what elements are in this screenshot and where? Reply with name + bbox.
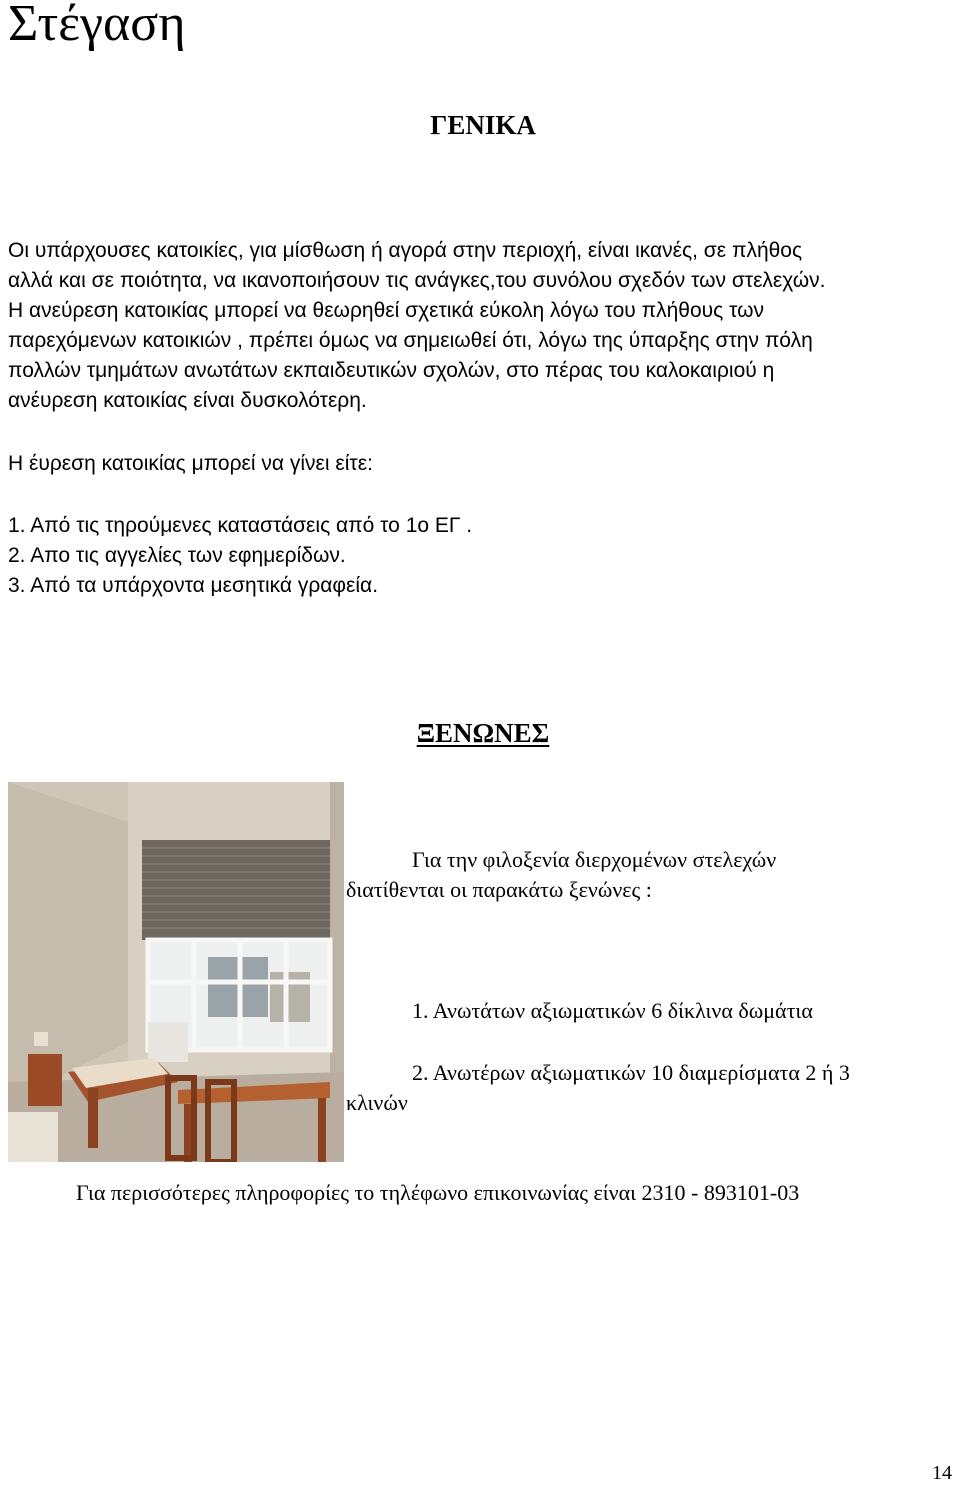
intro-paragraph: [8, 236, 958, 416]
page-number: 14: [932, 1462, 952, 1484]
contact-info: Για περισσότερες πληροφορίες το τηλέφωνο επικοινωνίας είναι 2310 - 893101-03: [76, 1180, 800, 1205]
intro-line: πολλών τμημάτων ανωτάτων εκπαιδευτικών σχολών, στο πέρας του καλοκαιριού η: [8, 359, 775, 382]
list-item: 1. Από τις τηρούμενες καταστάσεις από το 1ο ΕΓ .: [8, 514, 473, 537]
hostel-intro-line: Για την φιλοξενία διερχομένων στελεχών: [412, 847, 777, 872]
list-item: 3. Από τα υπάρχοντα μεσητικά γραφεία.: [8, 574, 379, 597]
list-item: 2. Απο τις αγγελίες των εφημερίδων.: [8, 544, 346, 567]
page-title: Στέγαση: [8, 0, 186, 52]
hostel-item: 1. Ανωτάτων αξιωματικών 6 δίκλινα δωμάτια: [412, 998, 813, 1023]
hostel-item-continuation: κλινών: [346, 1090, 408, 1115]
room-photo: [8, 782, 344, 1162]
section-heading-general: ΓΕΝΙΚΑ: [430, 110, 536, 140]
section-heading-hostels: ΞΕΝΩΝΕΣ: [416, 718, 550, 748]
hostel-item: 2. Ανωτέρων αξιωματικών 10 διαμερίσματα 2 ή 3: [412, 1060, 850, 1085]
intro-line: αλλά και σε ποιότητα, να ικανοποιήσουν τις ανάγκες,του συνόλου σχεδόν των στελεχών.: [8, 269, 826, 292]
intro-line: Η ανεύρεση κατοικίας μπορεί να θεωρηθεί σχετικά εύκολη λόγω του πλήθους των: [8, 299, 764, 322]
find-label: Η έυρεση κατοικίας μπορεί να γίνει είτε:: [8, 452, 373, 475]
hostel-intro-line: διατίθενται οι παρακάτω ξενώνες :: [346, 877, 652, 902]
intro-line: παρεχόμενων κατοικιών , πρέπει όμως να σημειωθεί ότι, λόγω της ύπαρξης στην πόλη: [8, 329, 813, 352]
intro-line: Οι υπάρχουσες κατοικίες, για μίσθωση ή αγορά στην περιοχή, είναι ικανές, σε πλήθος: [8, 239, 803, 262]
methods-list: [8, 511, 472, 601]
intro-line: ανέυρεση κατοικίας είναι δυσκολότερη.: [8, 389, 367, 412]
